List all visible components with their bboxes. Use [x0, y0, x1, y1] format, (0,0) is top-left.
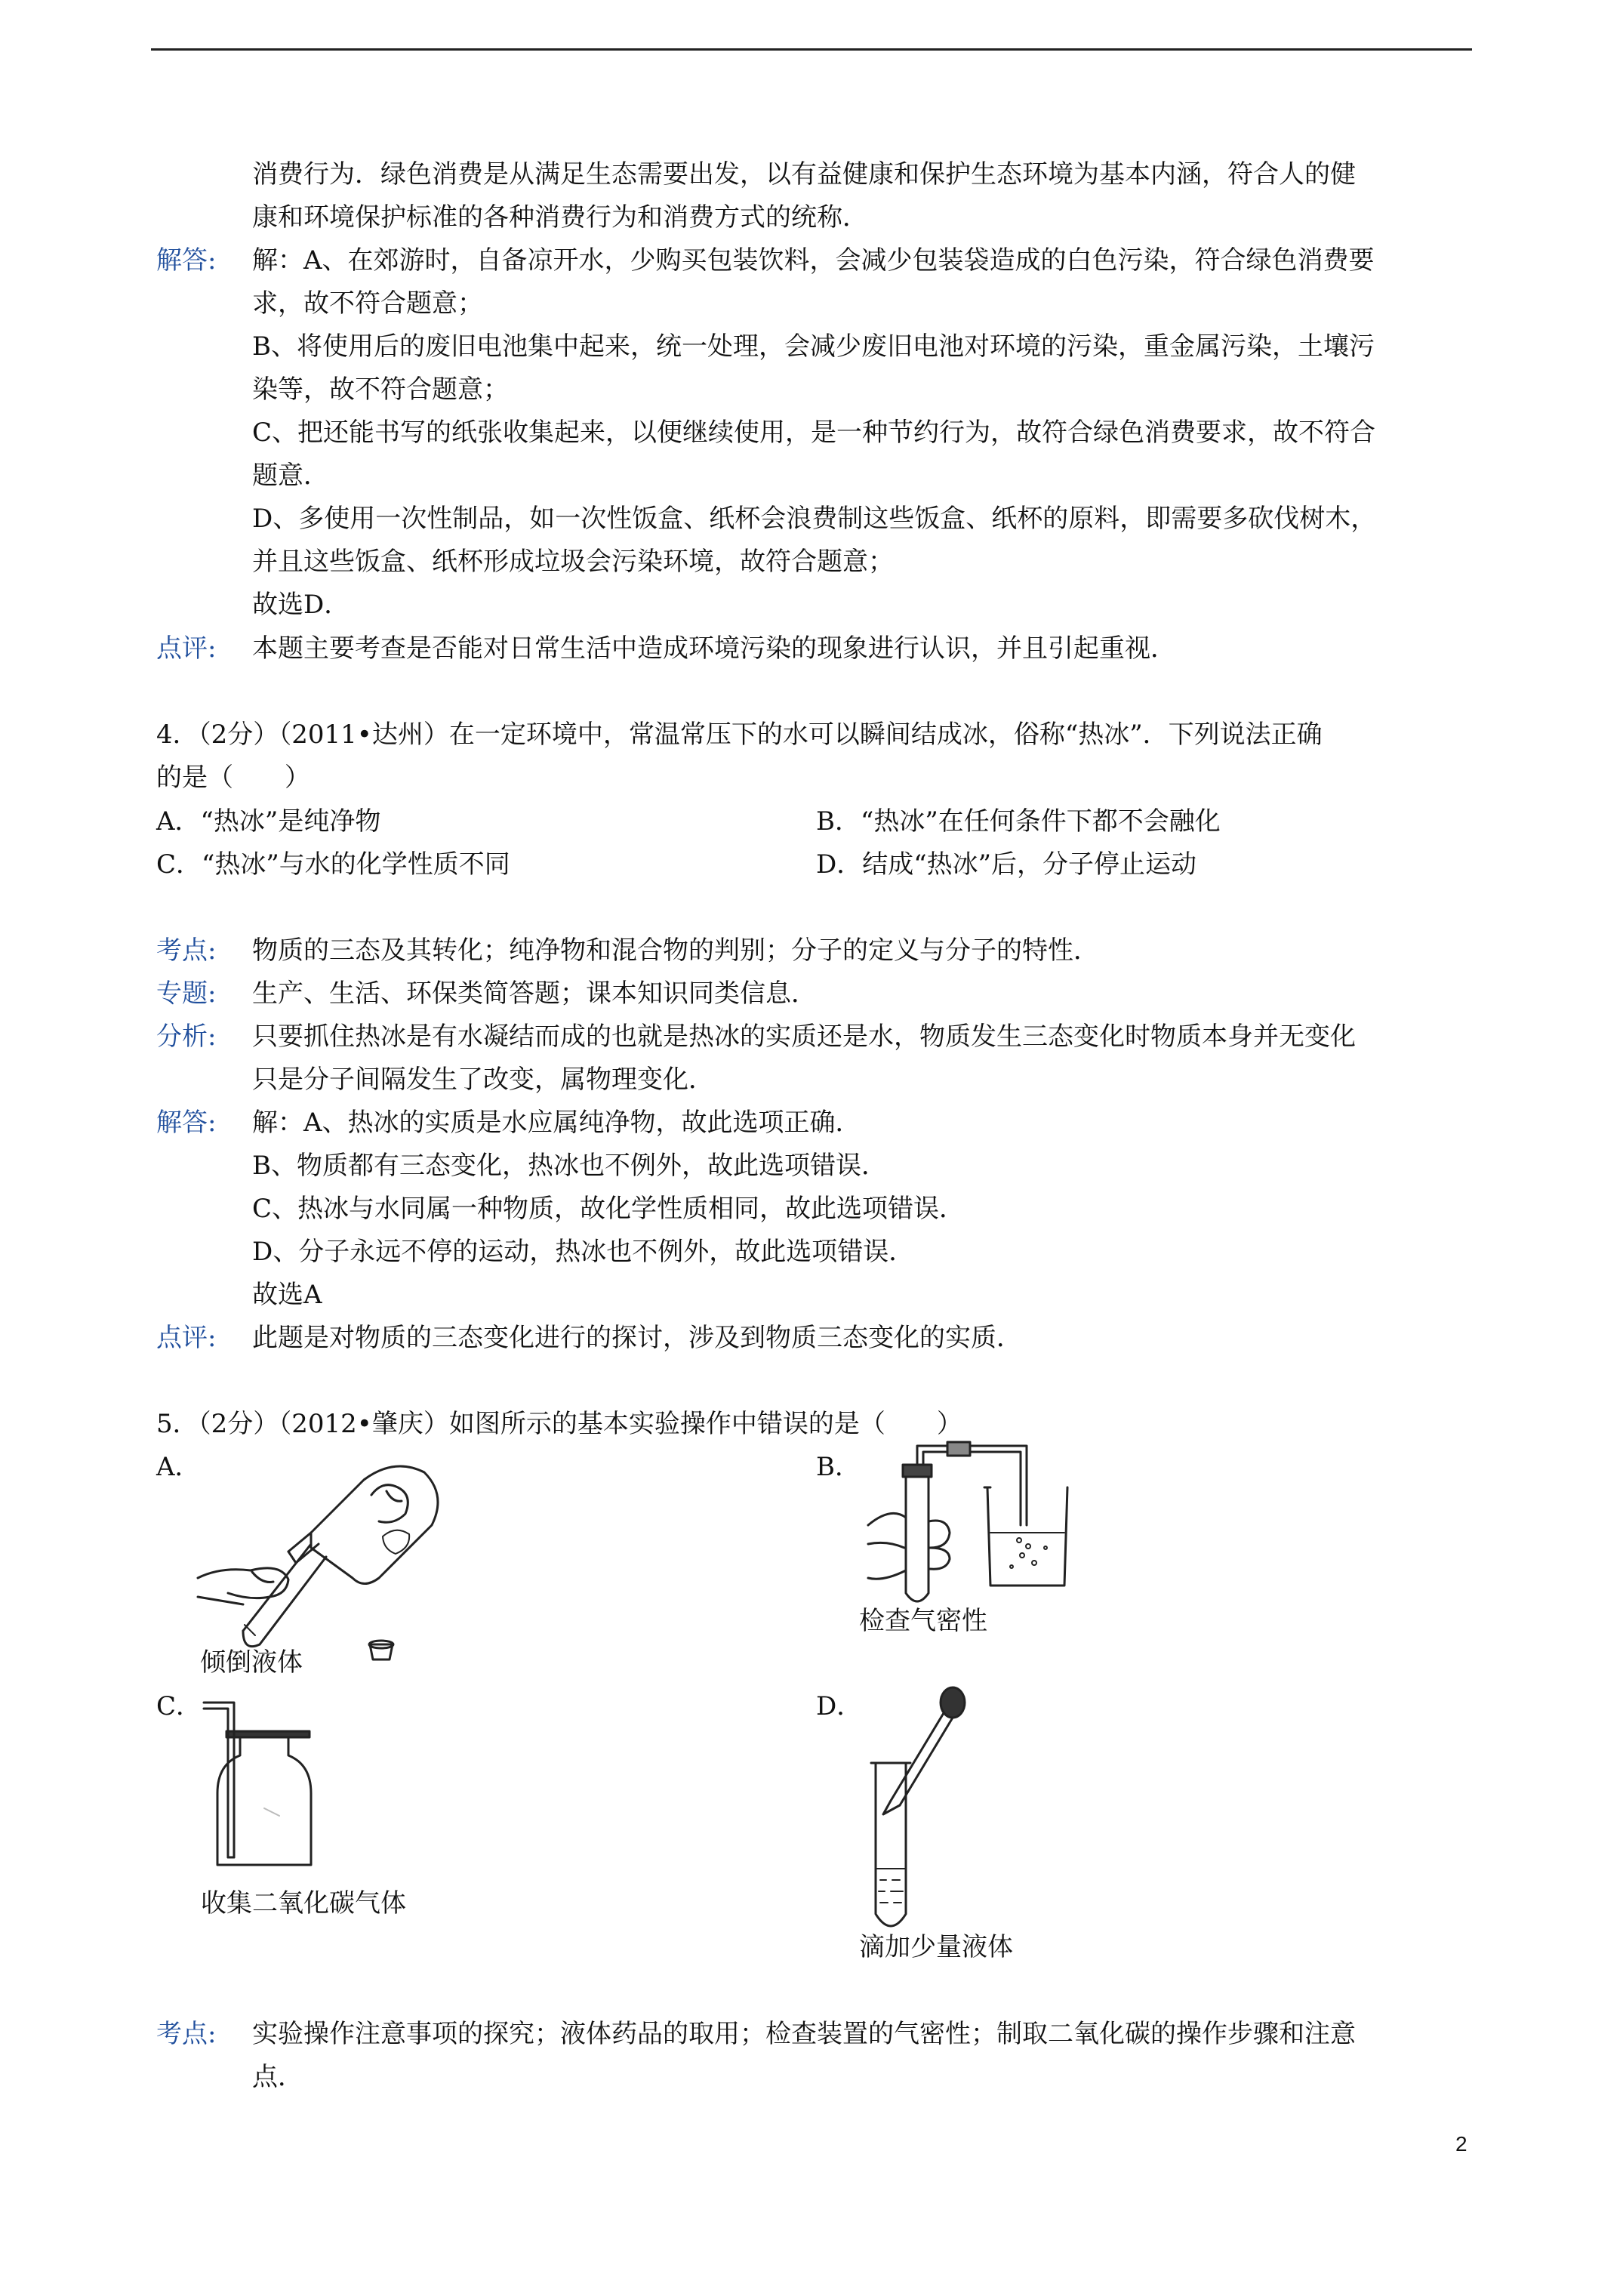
q5-fig-b-caption: 检查气密性 — [859, 1606, 987, 1636]
q5-stem: 5．（2分）（2012•肇庆）如图所示的基本实验操作中错误的是（ ） — [156, 1409, 962, 1439]
prev-answer-line-2: 求，故不符合题意； — [252, 288, 483, 319]
q4-kaodian-text: 物质的三态及其转化；纯净物和混合物的判别；分子的定义与分子的特性． — [252, 935, 1099, 966]
prev-answer-line-3: B、将使用后的废旧电池集中起来，统一处理，会减少废旧电池对环境的污染，重金属污染，土壤污 — [252, 331, 1375, 362]
q4-option-c: C．“热冰”与水的化学性质不同 — [156, 849, 510, 880]
q4-comment-label: 点评: — [156, 1323, 217, 1353]
prev-answer-line-6: 题意． — [252, 461, 329, 491]
q4-answer-label: 解答: — [156, 1108, 217, 1138]
q4-answer-line-2: B、物质都有三态变化，热冰也不例外，故此选项错误． — [252, 1151, 887, 1181]
q5-fig-c-letter: C． — [156, 1691, 202, 1721]
prev-answer-line-1: 解：A、在郊游时，自备凉开水，少购买包装饮料，会减少包装袋造成的白色污染，符合绿色消费要 — [252, 245, 1375, 276]
q4-answer-line-3: C、热冰与水同属一种物质，故化学性质相同，故此选项错误． — [252, 1194, 965, 1224]
prev-comment-text: 本题主要考查是否能对日常生活中造成环境污染的现象进行认识，并且引起重视． — [252, 633, 1176, 664]
prev-analysis-line-2: 康和环境保护标准的各种消费行为和消费方式的统称． — [252, 202, 868, 233]
q4-kaodian-label: 考点: — [156, 935, 217, 966]
prev-answer-line-9: 故选D． — [252, 590, 350, 620]
prev-answer-line-8: 并且这些饭盒、纸杯形成垃圾会污染环境，故符合题意； — [252, 547, 894, 577]
prev-analysis-line-1: 消费行为．绿色消费是从满足生态需要出发，以有益健康和保护生态环境为基本内涵，符合人的健 — [252, 159, 1356, 190]
q5-kaodian-label: 考点: — [156, 2019, 217, 2049]
page-number: 2 — [1455, 2132, 1467, 2156]
q5-fig-a-letter: A． — [156, 1452, 201, 1482]
prev-answer-line-4: 染等，故不符合题意； — [252, 374, 509, 405]
q4-stem-line-1: 4．（2分）（2011•达州）在一定环境中，常温常压下的水可以瞬间结成冰，俗称“热冰”．下列说法正确 — [156, 720, 1323, 750]
q4-option-d: D．结成“热冰”后，分子停止运动 — [816, 849, 1197, 880]
q4-option-b: B．“热冰”在任何条件下都不会融化 — [816, 806, 1221, 837]
q4-zhuanti-label: 专题: — [156, 978, 217, 1009]
q4-fenxi-label: 分析: — [156, 1022, 217, 1052]
prev-answer-label: 解答: — [156, 245, 217, 276]
prev-answer-line-7: D、多使用一次性制品，如一次性饭盒、纸杯会浪费制这些饭盒、纸杯的原料，即需要多砍伐树木， — [252, 504, 1377, 534]
q4-fenxi-line-2: 只是分子间隔发生了改变，属物理变化． — [252, 1065, 714, 1095]
gas-collection-bottle-illustration — [204, 1695, 325, 1872]
q4-answer-line-1: 解：A、热冰的实质是水应属纯净物，故此选项正确． — [252, 1108, 861, 1138]
q4-fenxi-line-1: 只要抓住热冰是有水凝结而成的也就是热冰的实质还是水，物质发生三态变化时物质本身并无变化 — [252, 1022, 1356, 1052]
q4-answer-line-4: D、分子永远不停的运动，热冰也不例外，故此选项错误． — [252, 1237, 915, 1267]
q5-kaodian-line-1: 实验操作注意事项的探究；液体药品的取用；检查装置的气密性；制取二氧化碳的操作步骤和注意 — [252, 2019, 1356, 2049]
q4-option-a: A．“热冰”是纯净物 — [156, 806, 381, 837]
dropper-test-tube-illustration — [861, 1687, 981, 1940]
q5-kaodian-line-2: 点． — [252, 2062, 303, 2092]
q5-fig-d-caption: 滴加少量液体 — [859, 1932, 1013, 1962]
q4-stem-line-2: 的是（ ） — [156, 763, 310, 793]
q4-answer-line-5: 故选A — [252, 1280, 322, 1310]
header-rule — [151, 48, 1472, 51]
prev-comment-label: 点评: — [156, 633, 217, 664]
q4-zhuanti-text: 生产、生活、环保类简答题；课本知识同类信息． — [252, 978, 817, 1009]
q4-comment-text: 此题是对物质的三态变化进行的探讨，涉及到物质三态变化的实质． — [252, 1323, 1022, 1353]
pouring-liquid-illustration — [198, 1450, 470, 1676]
q5-fig-a-caption: 倾倒液体 — [200, 1647, 303, 1678]
airtightness-check-illustration — [861, 1435, 1087, 1623]
q5-fig-b-letter: B． — [816, 1452, 861, 1482]
q5-fig-d-letter: D． — [816, 1691, 863, 1721]
prev-answer-line-5: C、把还能书写的纸张收集起来，以便继续使用，是一种节约行为，故符合绿色消费要求，故不符合 — [252, 418, 1376, 448]
q5-fig-c-caption: 收集二氧化碳气体 — [201, 1888, 406, 1918]
